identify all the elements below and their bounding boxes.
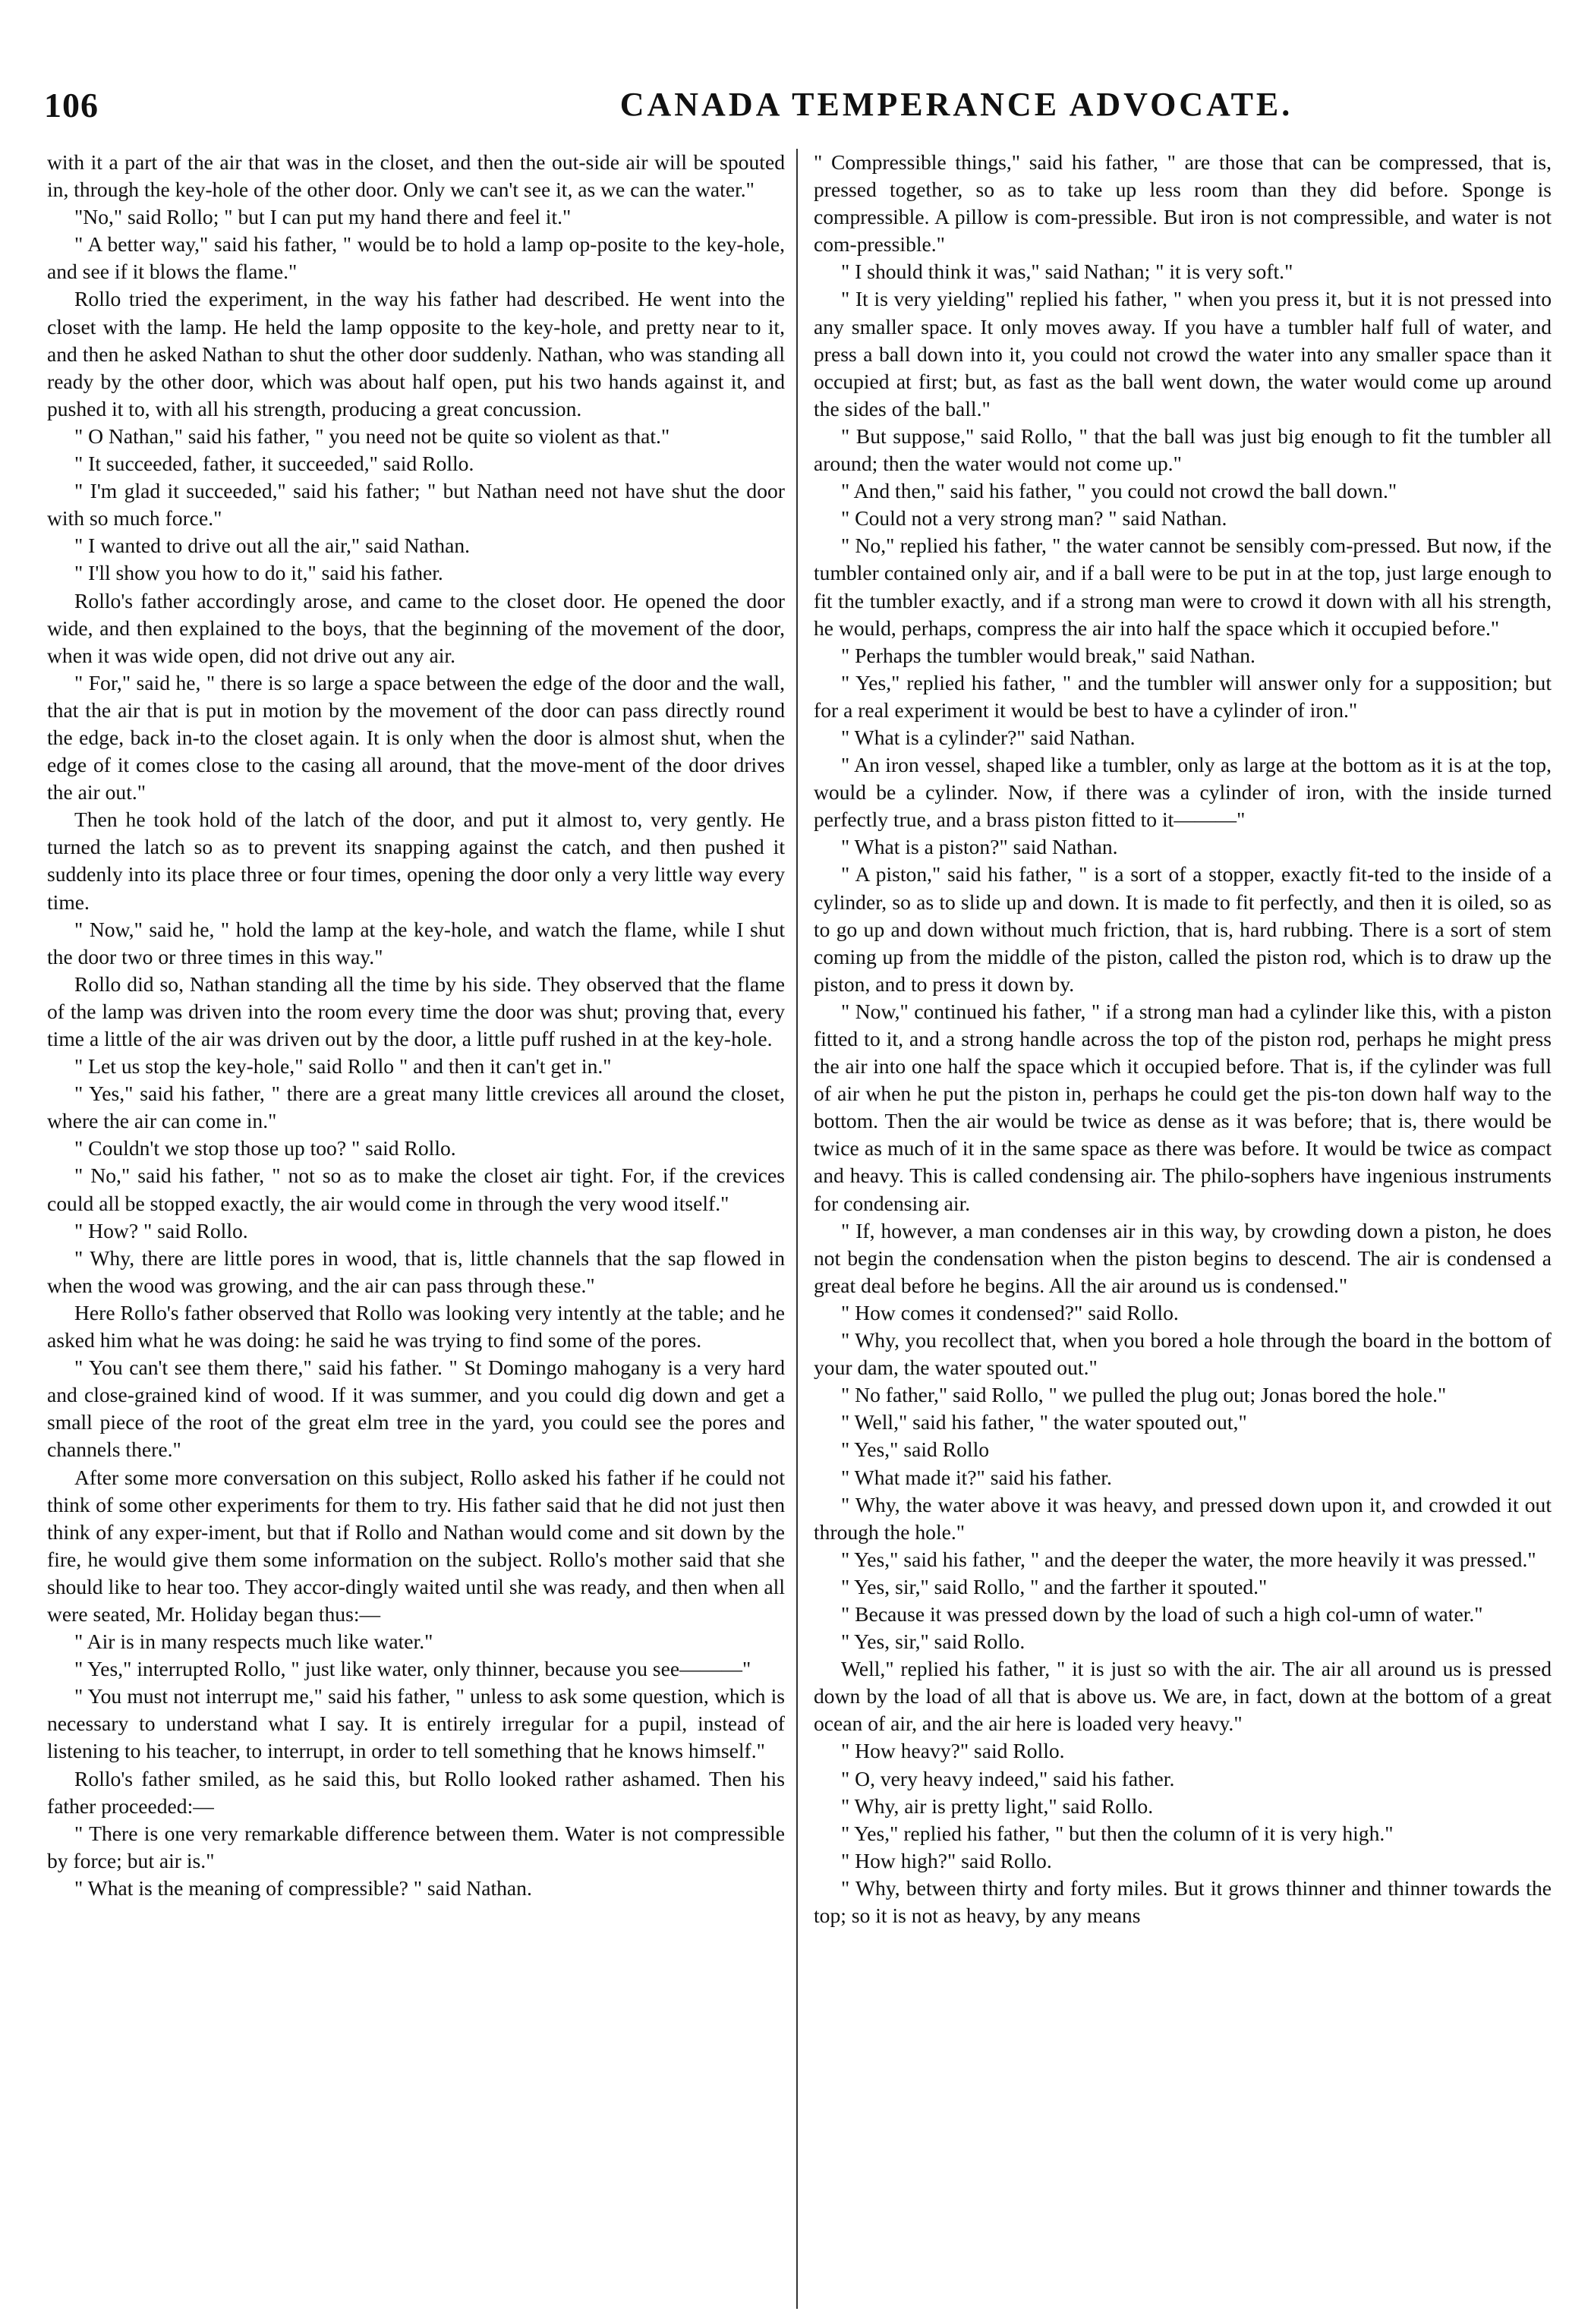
paragraph: " What made it?" said his father. [841,1465,1112,1489]
paragraph: " An iron vessel, shaped like a tumbler, only as large at the bottom as it is at the top, would be a cylinder. Now, if there was a cylinder of iron, with the inside turned perfectly true, and a brass piston fitted to it———" [814,753,1552,832]
paragraph: with it a part of the air that was in the closet, and then the out-side air will be spouted in, through the key-hole of the other door. Only we can't see it, as we can the water." [47,150,785,202]
paragraph: " Yes," replied his father, " and the tumbler will answer only for a supposition; but for a real experiment it would be best to have a cylinder of iron." [814,670,1552,722]
paragraph: " Compressible things," said his father, " are those that can be compressed, that is, pressed together, so as to take up less room than they did before. Sponge is compressible. A pillow is com-pressible. But iron is not compressible, and water is not com-pressible." [814,150,1552,257]
paragraph: " I should think it was," said Nathan; " it is very soft." [841,260,1293,284]
paragraph: " You must not interrupt me," said his father, " unless to ask some question, which is necessary to understand what I say. It is entirely irregular for a pupil, instead of listening to his teacher, to interrupt, in order to tell something that he knows himself." [47,1684,785,1763]
paragraph: " If, however, a man condenses air in this way, by crowding down a piston, he does not begin the condensation when the piston begins to descend. The air is condensed a great deal before he begins. All the air around us is condensed." [814,1218,1552,1297]
paragraph: " Why, the water above it was heavy, and pressed down upon it, and crowded it out through the hole." [814,1492,1552,1544]
paragraph: Rollo's father smiled, as he said this, but Rollo looked rather ashamed. Then his father proceeded:— [47,1766,785,1818]
page-number: 106 [44,86,99,124]
paragraph: " No," replied his father, " the water cannot be sensibly com-pressed. But now, if the tumbler contained only air, and if a ball were to be put in at the top, just large enough to fit the tumbler exactly, and if a strong man were to crowd it down with all his strength, he would, perhaps, compress the air into half the space which it occupied before." [814,534,1552,640]
paragraph: " Let us stop the key-hole," said Rollo " and then it can't get in." [74,1054,612,1079]
paragraph: " Yes," said Rollo [841,1438,990,1462]
paragraph: " How high?" said Rollo. [841,1848,1052,1872]
paragraph: Rollo did so, Nathan standing all the time by his side. They observed that the flame of the lamp was driven into the room every time the door was shut; proving that, every time a little of the air was driven out by the door, a little puff rushed in at the key-hole. [47,971,785,1050]
column-divider [796,149,798,2309]
paragraph: " I'll show you how to do it," said his father. [74,561,443,585]
paragraph: " Could not a very strong man? " said Nathan. [841,506,1227,531]
paragraph: " O Nathan," said his father, " you need not be quite so violent as that." [74,424,670,448]
paragraph: " It is very yielding" replied his father, " when you press it, but it is not pressed into any smaller space. It only moves away. If you have a tumbler half full of water, and press a ball down into it, you could not crowd the water into any smaller space than it occupied at first; but, as fast as the ball went down, the water would come up around the sides of the ball." [814,287,1552,420]
paragraph: Then he took hold of the latch of the door, and put it almost to, very gently. He turned the latch so as to prevent its snapping against the catch, and then pushed it suddenly into its place three or four times, opening the door only a very little way every time. [47,808,785,914]
paragraph: " No father," said Rollo, " we pulled the plug out; Jonas bored the hole." [841,1383,1447,1407]
paragraph: " Now," continued his father, " if a strong man had a cylinder like this, with a piston fitted to it, and a strong handle across the top of the piston rod, perhaps he might press the air into one half the space which it occupied before. That is, if the cylinder was full of air when he put the piston in, perhaps he could get the pis-ton down half way to the bottom. Then the air would be twice as dense as it was before; that is, there would be twice as much of it in the same space as there was before. It would be twice as compact and heavy. This is called condensing air. The philo-sophers have ingenious instruments for condensing air. [814,999,1552,1215]
paragraph: " I'm glad it succeeded," said his father; " but Nathan need not have shut the door with so much force." [47,479,785,531]
paragraph: " Now," said he, " hold the lamp at the key-hole, and watch the flame, while I shut the door two or three times in this way." [47,917,785,968]
paragraph: " A piston," said his father, " is a sort of a stopper, exactly fit-ted to the inside of a cylinder, so as to slide up and down. It is made to fit perfectly, and then it is oiled, so as to go up and down without much friction, that is, hard rubbing. There is a sort of stem coming up from the middle of the piston, called the piston rod, which is to draw up the piston, and to press it down by. [814,862,1552,996]
paragraph: " It succeeded, father, it succeeded," said Rollo. [74,452,474,476]
paragraph: " What is the meaning of compressible? " said Nathan. [74,1875,532,1900]
paragraph: " How comes it condensed?" said Rollo. [841,1300,1179,1324]
paragraph: " How heavy?" said Rollo. [841,1739,1065,1763]
paragraph: After some more conversation on this subject, Rollo asked his father if he could not think of some other experiments for them to try. His father said that he did not just then think of any exper-iment, but that if Rollo and Nathan would come and sit down by the fire, he would give them some information on the subject. Rollo's mother said that she should like to hear too. They accor-dingly waited until she was ready, and then when all were seated, Mr. Holiday began thus:— [47,1465,785,1626]
paragraph: " Because it was pressed down by the load of such a high col-umn of water." [841,1601,1483,1626]
paragraph: " Couldn't we stop those up too? " said Rollo. [74,1136,456,1160]
paragraph: " What is a cylinder?" said Nathan. [841,725,1136,749]
paragraph: " Yes," said his father, " and the deeper the water, the more heavily it was pressed." [841,1547,1536,1571]
paragraph: " Yes," said his father, " there are a great many little crevices all around the closet, where the air can come in." [47,1082,785,1133]
paragraph: Here Rollo's father observed that Rollo was looking very intently at the table; and he asked him what he was doing: he said he was trying to find some of the pores. [47,1300,785,1353]
paragraph: " O, very heavy indeed," said his father. [841,1766,1175,1790]
paragraph: " No," said his father, " not so as to make the closet air tight. For, if the crevices could all be stopped exactly, the air would come in through the very wood itself." [47,1164,785,1215]
paragraph: " There is one very remarkable difference between them. Water is not compressible by force; but air is." [47,1821,785,1872]
paragraph: Rollo tried the experiment, in the way his father had described. He went into the closet with the lamp. He held the lamp opposite to the key-hole, and pretty near to it, and then he asked Nathan to shut the other door suddenly. Nathan, who was standing all ready by the other door, which was about half open, put his two hands against it, and pushed it to, with all his strength, producing a great concussion. [47,287,785,420]
running-title: CANADA TEMPERANCE ADVOCATE. [619,86,1293,123]
paragraph: " Yes," replied his father, " but then the column of it is very high." [841,1821,1394,1845]
paragraph: " Perhaps the tumbler would break," said Nathan. [841,643,1255,667]
paragraph: " Yes, sir," said Rollo. [841,1630,1025,1654]
paragraph: " Well," said his father, " the water spouted out," [841,1410,1247,1434]
paragraph: " Air is in many respects much like water." [74,1630,433,1654]
paragraph: Rollo's father accordingly arose, and came to the closet door. He opened the door wide, and then explained to the boys, that the beginning of the movement of the door, when it was wide open, did not drive out any air. [47,588,785,667]
paragraph: " Why, you recollect that, when you bored a hole through the board in the bottom of your dam, the water spouted out." [814,1328,1552,1380]
paragraph: " I wanted to drive out all the air," said Nathan. [74,534,471,558]
paragraph: "No," said Rollo; " but I can put my hand there and feel it." [74,205,572,229]
paragraph: " You can't see them there," said his father. " St Domingo mahogany is a very hard and close-grained kind of wood. If it was summer, and you could dig down and get a small piece of the root of the great elm tree in the yard, you could see the pores and channels there." [47,1356,785,1462]
paragraph: " But suppose," said Rollo, " that the ball was just big enough to fit the tumbler all around; then the water would not come up." [814,424,1552,476]
paragraph: " What is a piston?" said Nathan. [841,835,1118,859]
paragraph: Well," replied his father, " it is just so with the air. The air all around us is pressed down by the load of all that is above us. We are, in fact, down at the bottom of a great ocean of air, and the air here is loaded very heavy." [814,1657,1552,1736]
left-column [47,149,785,2310]
right-column [814,149,1552,2310]
paragraph: " For," said he, " there is so large a space between the edge of the door and the wall, that the air that is put in motion by the movement of the door can pass directly round the edge, back in-to the closet again. It is only when the door is almost shut, when the edge of it comes close to the casing all around, that the move-ment of the door drives the air out." [47,670,785,805]
paragraph: " Why, there are little pores in wood, that is, little channels that the sap flowed in when the wood was growing, and the air can pass through these." [47,1245,785,1297]
paragraph: " A better way," said his father, " would be to hold a lamp op-posite to the key-hole, and see if it blows the flame." [47,232,785,284]
paragraph: " Why, air is pretty light," said Rollo. [841,1793,1154,1818]
paragraph: " Yes," interrupted Rollo, " just like water, only thinner, because you see———" [74,1657,751,1681]
paragraph: " Why, between thirty and forty miles. But it grows thinner and thinner towards the top; so it is not as heavy, by any means [814,1875,1552,1927]
paragraph: " Yes, sir," said Rollo, " and the farther it spouted." [841,1574,1268,1598]
paragraph: " How? " said Rollo. [74,1218,248,1242]
paragraph: " And then," said his father, " you could not crowd the ball down." [841,479,1397,503]
